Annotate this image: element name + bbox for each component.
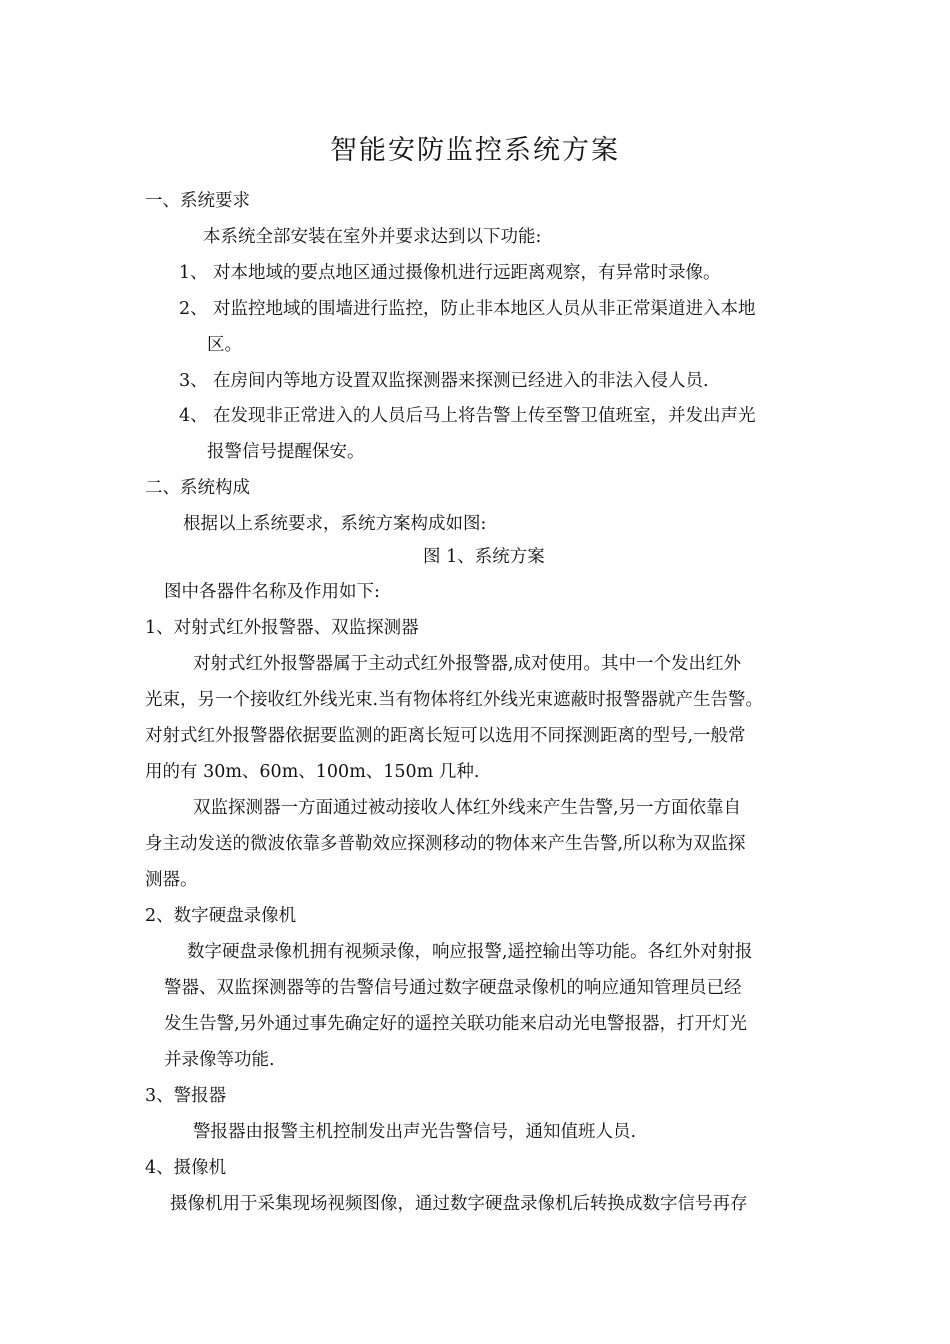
figure-caption: 图 1、系统方案: [423, 547, 545, 567]
paragraph-line: 双监探测器一方面通过被动接收人体红外线来产生告警,另一方面依靠自: [193, 798, 742, 818]
paragraph-line: 光束，另一个接收红外线光束.当有物体将红外线光束遮蔽时报警器就产生告警。: [145, 690, 764, 710]
paragraph-line: 发生告警,另外通过事先确定好的遥控关联功能来启动光电警报器，打开灯光: [164, 1014, 748, 1034]
list-number: 4、: [179, 406, 208, 426]
paragraph-line: 对射式红外报警器依据要监测的距离长短可以选用不同探测距离的型号,一般常: [145, 726, 746, 746]
component-heading: 2、数字硬盘录像机: [145, 906, 297, 926]
paragraph-line: 警报器由报警主机控制发出声光告警信号，通知值班人员.: [193, 1122, 637, 1142]
list-number: 2、: [179, 299, 208, 319]
list-item-text: 对监控地域的围墙进行监控，防止非本地区人员从非正常渠道进入本地: [213, 299, 756, 319]
list-number: 3、: [179, 371, 208, 391]
paragraph-line: 用的有 30m、60m、100m、150m 几种.: [145, 762, 480, 782]
list-item-text: 区。: [207, 335, 242, 355]
document-title: 智能安防监控系统方案: [330, 135, 620, 166]
section-heading-composition: 二、系统构成: [145, 478, 250, 498]
paragraph-line: 身主动发送的微波依靠多普勒效应探测移动的物体来产生告警,所以称为双监探: [145, 834, 746, 854]
paragraph-line: 测器。: [145, 870, 198, 890]
components-intro: 图中各器件名称及作用如下:: [164, 582, 380, 602]
paragraph-line: 并录像等功能.: [164, 1050, 275, 1070]
component-heading: 4、摄像机: [145, 1158, 227, 1178]
list-item-text: 报警信号提醒保安。: [207, 442, 365, 462]
section-heading-requirements: 一、系统要求: [145, 191, 250, 211]
list-item-text: 对本地域的要点地区通过摄像机进行远距离观察，有异常时录像。: [213, 263, 721, 283]
requirements-intro: 本系统全部安装在室外并要求达到以下功能:: [203, 227, 542, 247]
composition-intro: 根据以上系统要求，系统方案构成如图:: [183, 514, 487, 534]
component-heading: 3、警报器: [145, 1086, 227, 1106]
paragraph-line: 对射式红外报警器属于主动式红外报警器,成对使用。其中一个发出红外: [193, 654, 742, 674]
list-number: 1、: [179, 263, 208, 283]
list-item-text: 在发现非正常进入的人员后马上将告警上传至警卫值班室，并发出声光: [213, 406, 756, 426]
paragraph-line: 数字硬盘录像机拥有视频录像，响应报警,遥控输出等功能。各红外对射报: [187, 942, 753, 962]
paragraph-line: 摄像机用于采集现场视频图像，通过数字硬盘录像机后转换成数字信号再存: [170, 1194, 748, 1214]
paragraph-line: 警器、双监探测器等的告警信号通过数字硬盘录像机的响应通知管理员已经: [164, 978, 742, 998]
component-heading: 1、对射式红外报警器、双监探测器: [145, 618, 419, 638]
list-item-text: 在房间内等地方设置双监探测器来探测已经进入的非法入侵人员.: [213, 371, 709, 391]
